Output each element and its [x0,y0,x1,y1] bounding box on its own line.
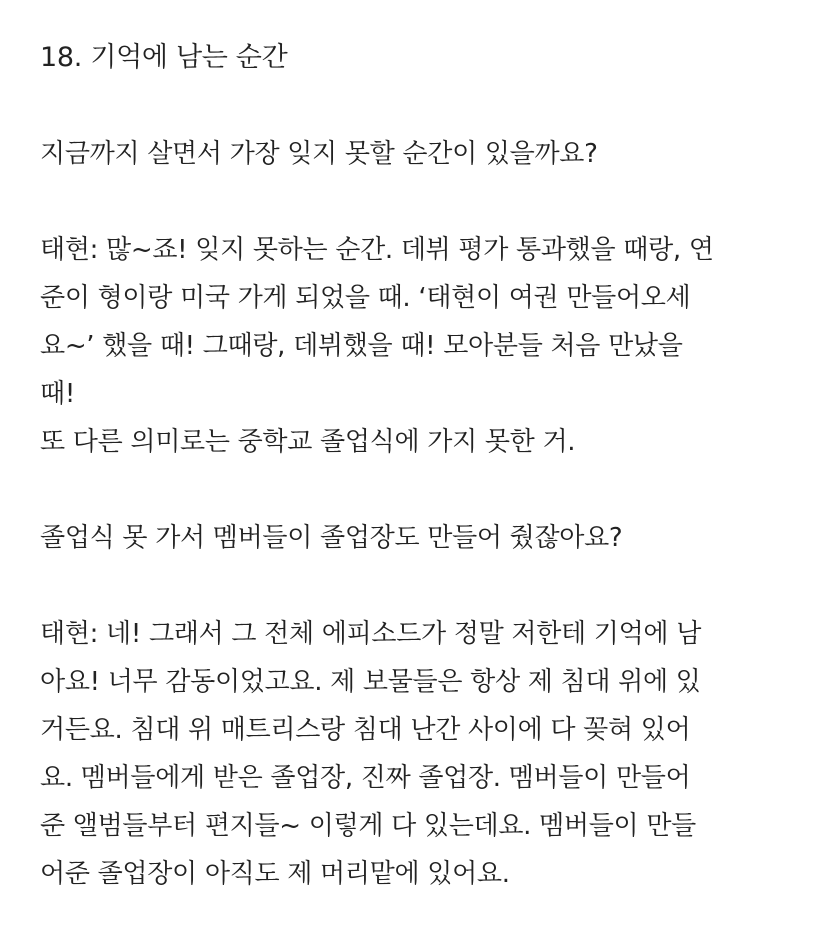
question-2: 졸업식 못 가서 멤버들이 졸업장도 만들어 줬잖아요? [40,523,623,553]
answer-1-line: 때! [40,379,75,409]
answer-2-line: 거든요. 침대 위 매트리스랑 침대 난간 사이에 다 꽂혀 있어 [40,715,691,745]
answer-1 [40,226,800,466]
answer-1-line: 또 다른 의미로는 중학교 졸업식에 가지 못한 거. [40,427,576,457]
question-1: 지금까지 살면서 가장 잊지 못할 순간이 있을까요? [40,139,598,169]
answer-1-line: 준이 형이랑 미국 가게 되었을 때. ‘태현이 여권 만들어오세 [40,283,691,313]
section-title: 18. 기억에 남는 순간 [40,42,288,73]
answer-1-line: 태현: 많~죠! 잊지 못하는 순간. 데뷔 평가 통과했을 때랑, 연 [40,235,714,265]
answer-2 [40,610,800,898]
answer-2-line: 요. 멤버들에게 받은 졸업장, 진짜 졸업장. 멤버들이 만들어 [40,763,691,793]
answer-2-line: 준 앨범들부터 편지들~ 이렇게 다 있는데요. 멤버들이 만들 [40,811,696,841]
answer-2-line: 태현: 네! 그래서 그 전체 에피소드가 정말 저한테 기억에 남 [40,619,702,649]
answer-1-line: 요~’ 했을 때! 그때랑, 데뷔했을 때! 모아분들 처음 만났을 [40,331,683,361]
answer-2-line: 어준 졸업장이 아직도 제 머리맡에 있어요. [40,859,510,889]
answer-2-line: 아요! 너무 감동이었고요. 제 보물들은 항상 제 침대 위에 있 [40,667,701,697]
article [40,34,800,946]
